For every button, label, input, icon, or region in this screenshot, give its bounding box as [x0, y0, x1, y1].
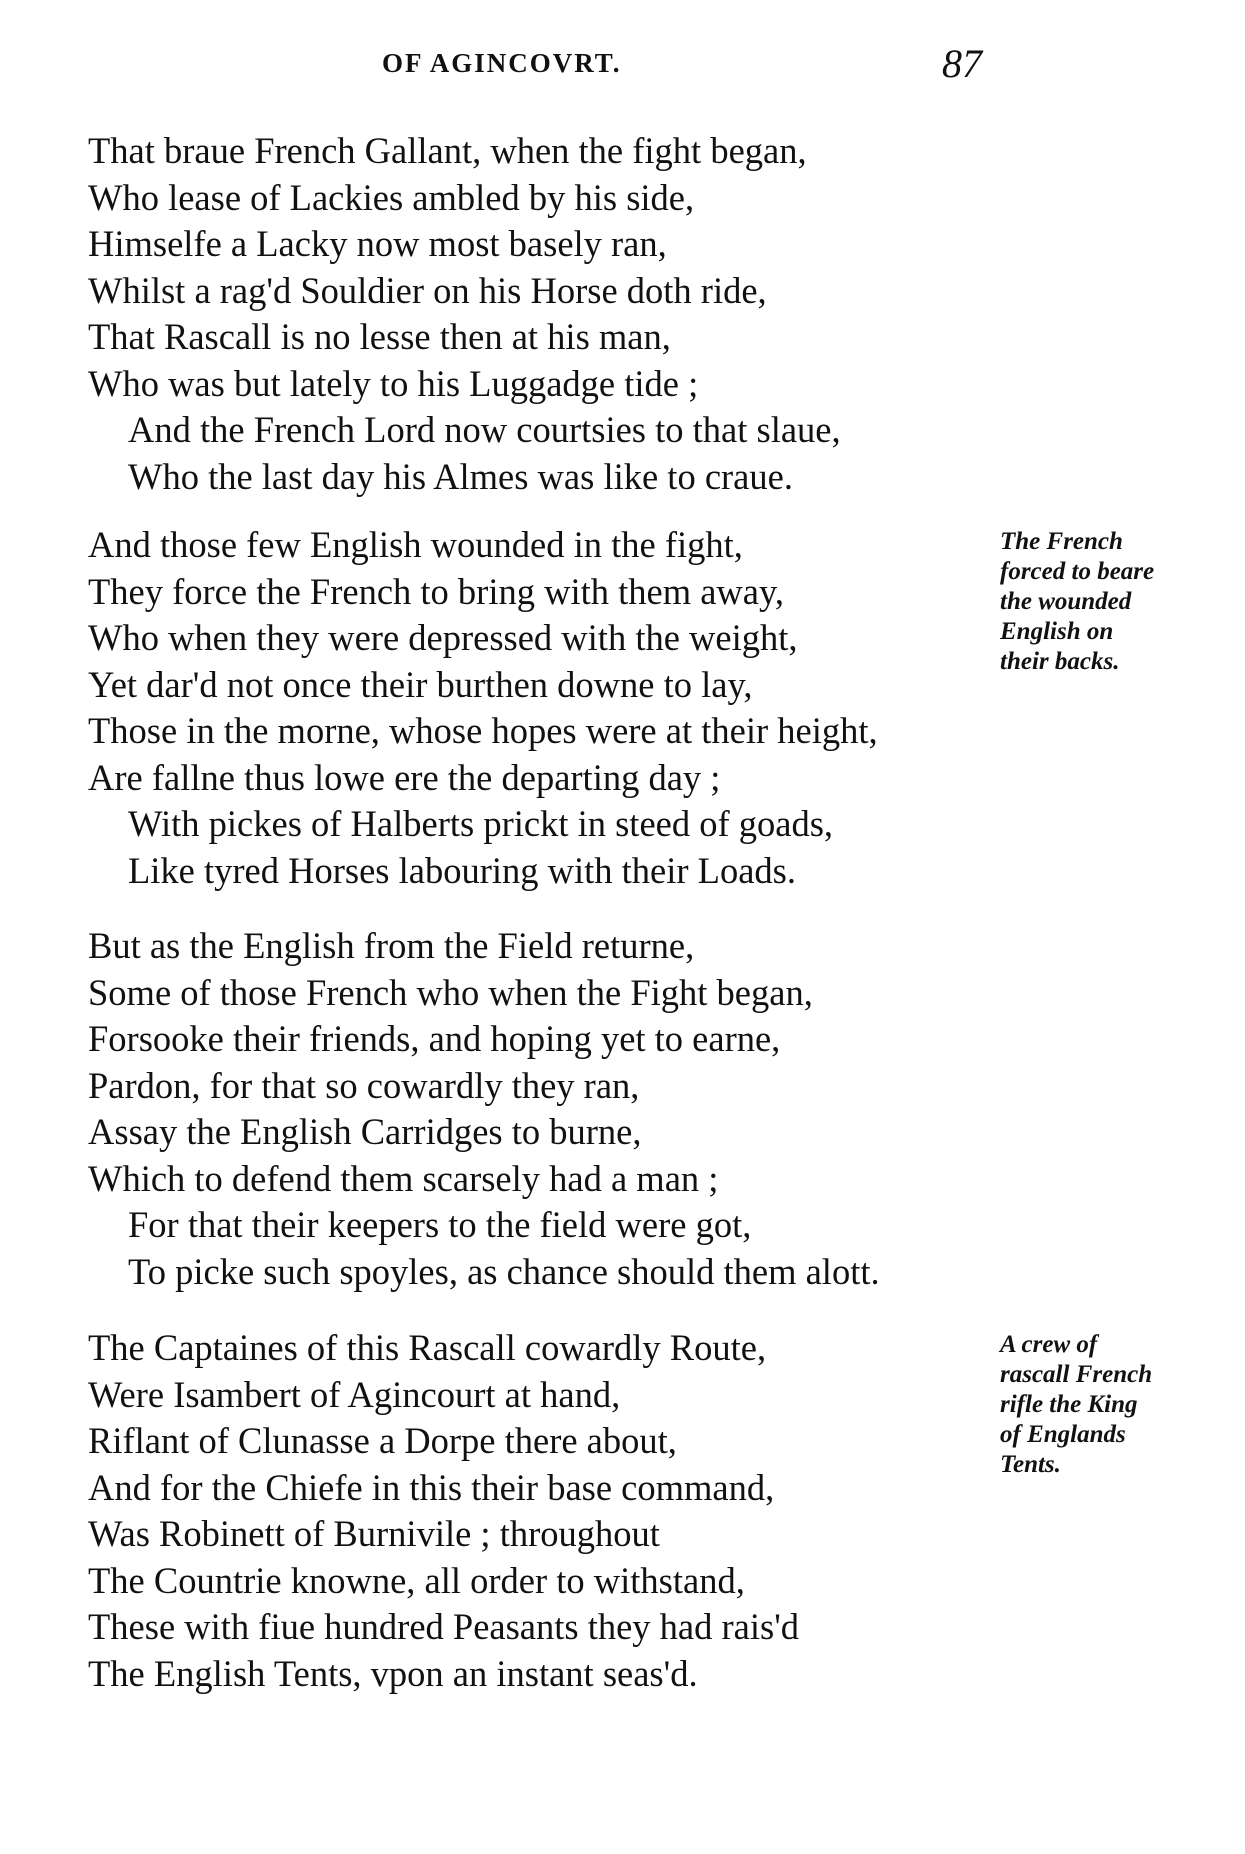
running-title: OF AGINCOVRT.	[382, 48, 622, 78]
verse-line: Forsooke their friends, and hoping yet to earne,	[88, 1018, 781, 1059]
verse-line: Riflant of Clunasse a Dorpe there about,	[88, 1420, 677, 1461]
margin-note-line: of Englands	[1000, 1421, 1126, 1448]
page-number: 87	[942, 41, 982, 86]
verse-line: The English Tents, vpon an instant seas'd.	[88, 1652, 698, 1694]
verse-line: Who when they were depressed with the weight,	[88, 617, 798, 658]
verse-line: And for the Chiefe in this their base command,	[88, 1466, 775, 1508]
verse-line-indented: With pickes of Halberts prickt in steed of goads,	[128, 803, 834, 844]
verse-line: The Countrie knowne, all order to withstand,	[88, 1559, 745, 1601]
verse-line-indented: Who the last day his Almes was like to craue.	[128, 455, 793, 497]
verse-line-indented: Like tyred Horses labouring with their Loads.	[128, 849, 796, 891]
verse-line: Who was but lately to his Luggadge tide ;	[88, 362, 699, 404]
margin-note-line: rifle the King	[1000, 1391, 1138, 1418]
verse-line: Were Isambert of Agincourt at hand,	[88, 1373, 621, 1415]
stanza-3	[88, 923, 1008, 1295]
margin-note-line: A crew of	[1000, 1331, 1098, 1358]
margin-note-line: their backs.	[1000, 648, 1120, 675]
verse-line: Was Robinett of Burnivile ; throughout	[88, 1513, 660, 1554]
verse-line: Himselfe a Lacky now most basely ran,	[88, 223, 667, 264]
verse-line: Are fallne thus lowe ere the departing day ;	[88, 756, 721, 798]
verse-line: Who lease of Lackies ambled by his side,	[88, 176, 695, 218]
verse-line: Whilst a rag'd Souldier on his Horse doth ride,	[88, 269, 767, 311]
verse-line: And those few English wounded in the fight,	[88, 524, 743, 565]
verse-line: Assay the English Carridges to burne,	[88, 1111, 642, 1152]
margin-note-line: Tents.	[1000, 1451, 1061, 1478]
verse-line-indented: To picke such spoyles, as chance should them alott.	[128, 1250, 880, 1292]
verse-line-indented: For that their keepers to the field were got,	[128, 1204, 752, 1245]
stanza-2	[88, 522, 1008, 894]
stanza-1	[88, 128, 1008, 500]
running-head	[0, 40, 1245, 90]
verse-line: Which to defend them scarsely had a man ;	[88, 1157, 719, 1199]
verse-line: They force the French to bring with them away,	[88, 570, 784, 612]
verse-line: That Rascall is no lesse then at his man,	[88, 316, 671, 357]
stanza-4	[88, 1325, 1008, 1697]
margin-note-1	[1000, 527, 1230, 677]
margin-note-line: English on	[1000, 618, 1114, 645]
verse-line: That braue French Gallant, when the fight began,	[88, 130, 807, 171]
verse-line: Some of those French who when the Fight began,	[88, 971, 813, 1013]
verse-line-indented: And the French Lord now courtsies to that slaue,	[128, 409, 841, 450]
verse-line: But as the English from the Field returne,	[88, 925, 695, 966]
margin-note-line: rascall French	[1000, 1361, 1153, 1388]
verse-line: Yet dar'd not once their burthen downe to lay,	[88, 663, 753, 705]
verse-line: Pardon, for that so cowardly they ran,	[88, 1064, 640, 1106]
margin-note-line: forced to beare	[1000, 558, 1155, 585]
margin-note-line: The French	[1000, 528, 1123, 555]
margin-note-2	[1000, 1330, 1230, 1480]
verse-line: The Captaines of this Rascall cowardly Route,	[88, 1327, 767, 1368]
verse-line: Those in the morne, whose hopes were at their height,	[88, 710, 878, 751]
margin-note-line: the wounded	[1000, 588, 1132, 615]
verse-line: These with fiue hundred Peasants they had rais'd	[88, 1606, 800, 1647]
